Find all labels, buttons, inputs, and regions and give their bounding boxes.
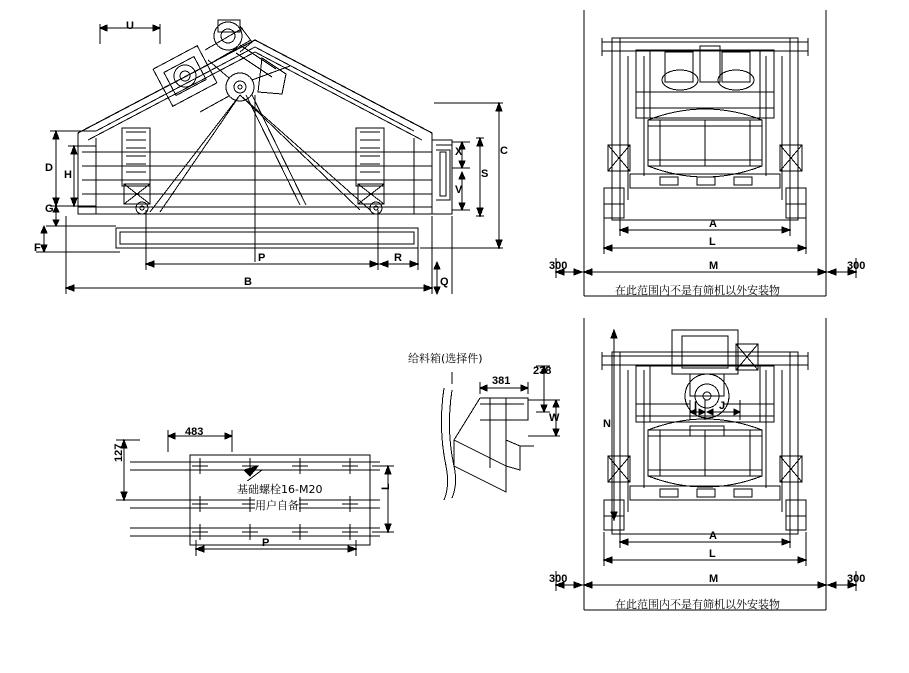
dim-label-D: D xyxy=(45,162,53,174)
note-foundation-bolt: 基础螺栓16-M20 xyxy=(237,483,323,496)
note-clearance-upper: 在此范围内不是有筛机以外安装物 xyxy=(615,284,780,297)
note-foundation-bolt-owner: 用户自备 xyxy=(255,499,299,512)
dim-label-A-upper: A xyxy=(709,218,717,230)
dim-label-A-lower: A xyxy=(709,530,717,542)
dim-label-M-upper: M xyxy=(709,260,719,272)
dim-label-I: I xyxy=(694,400,698,412)
dim-label-Q: Q xyxy=(440,276,449,288)
dim-label-483: 483 xyxy=(185,426,204,438)
dim-label-300-lower-right: 300 xyxy=(847,573,866,585)
dim-label-U: U xyxy=(126,20,134,32)
dim-label-S: S xyxy=(481,168,489,180)
note-clearance-lower: 在此范围内不是有筛机以外安装物 xyxy=(615,598,780,611)
dim-label-M-lower: M xyxy=(709,573,719,585)
dim-label-P-foundation: P xyxy=(262,537,270,549)
note-feed-box: 给料箱(选择件) xyxy=(408,352,483,365)
dim-label-N: N xyxy=(603,418,611,430)
dim-label-H: H xyxy=(64,169,72,181)
dim-label-127: 127 xyxy=(113,443,125,462)
dim-label-P-side: P xyxy=(258,252,266,264)
dim-label-B: B xyxy=(244,276,252,288)
dim-label-X: X xyxy=(455,146,463,158)
dim-label-L-lower: L xyxy=(709,548,716,560)
dim-label-J: J xyxy=(719,400,726,412)
dim-label-300-upper-right: 300 xyxy=(847,260,866,272)
dim-label-R: R xyxy=(394,252,402,264)
dim-label-381: 381 xyxy=(492,375,511,387)
dim-label-L-foundation: L xyxy=(380,483,392,490)
dim-label-300-upper-left: 300 xyxy=(549,260,568,272)
dim-label-238: 238 xyxy=(533,365,552,377)
dim-label-G: G xyxy=(45,203,54,215)
dim-label-300-lower-left: 300 xyxy=(549,573,568,585)
dim-label-W: W xyxy=(549,412,560,424)
dim-label-C: C xyxy=(500,145,508,157)
dim-label-L-upper: L xyxy=(709,236,716,248)
dim-label-F: F xyxy=(34,242,41,254)
dim-label-V: V xyxy=(455,184,463,196)
